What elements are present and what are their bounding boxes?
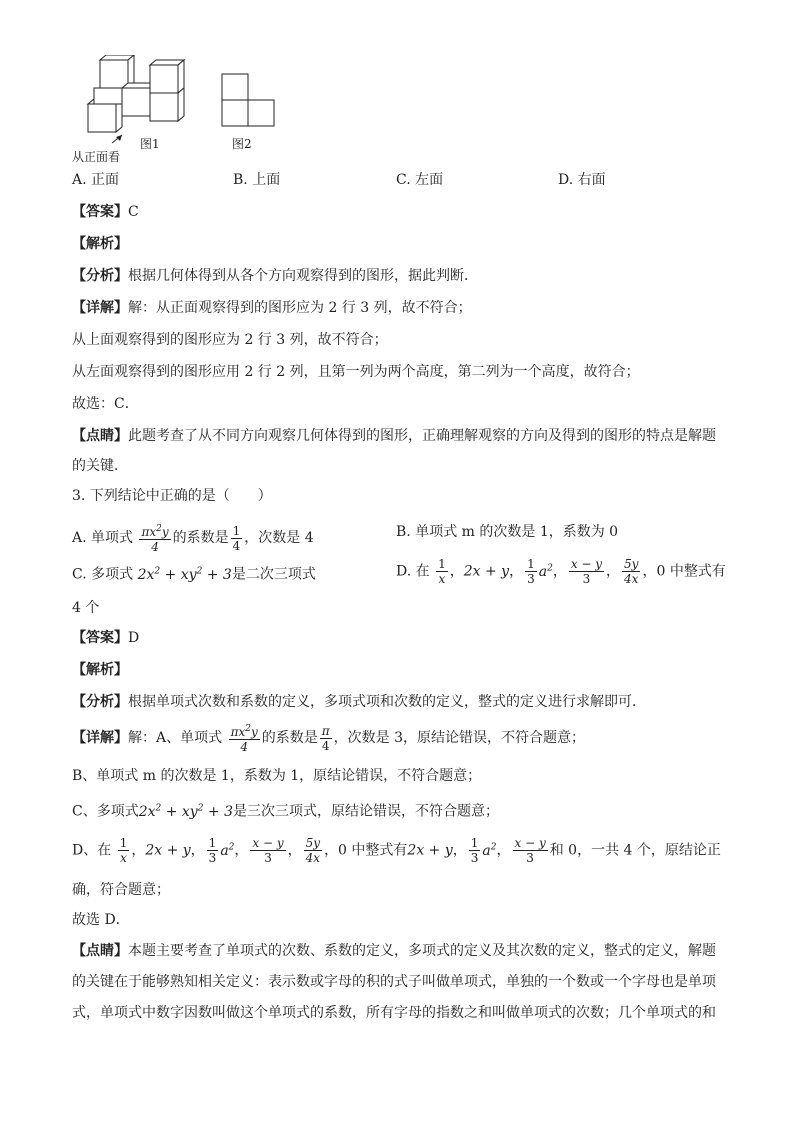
q2-detail-2: 从上面观察得到的图形应为 2 行 3 列，故不符合；	[72, 332, 388, 348]
q2-detail-1: 【详解】解：从正面观察得到的图形应为 2 行 3 列，故不符合；	[72, 300, 472, 316]
q3-stem: 3. 下列结论中正确的是（ ）	[72, 488, 272, 504]
q3-detail-a: 【详解】解：A、单项式 $\frac{\pi x^2y}{4}$ 的系数是 $\frac{\pi}{4}$ ，次数是 3，原结论错误，不符合题意；	[72, 723, 585, 754]
q2-option-b: B. 上面	[233, 172, 281, 188]
q2-answer: 【答案】C	[72, 204, 139, 220]
q3-detail-b: B、单项式 m 的次数是 1，系数为 1，原结论错误，不符合题意；	[72, 768, 482, 784]
q2-analysis-heading: 【解析】	[72, 236, 128, 252]
cube-figure-2	[220, 72, 276, 128]
q2-comment-2: 的关键．	[72, 458, 128, 474]
q2-detail-3: 从左面观察得到的图形应用 2 行 2 列，且第一列为两个高度，第二列为一个高度，故符合；	[72, 364, 640, 380]
q2-option-c: C. 左面	[396, 172, 444, 188]
q3-detail-d-wrap: 确，符合题意；	[72, 882, 170, 898]
q3-analysis: 【分析】根据单项式次数和系数的定义，多项式项和次数的定义，整式的定义进行求解即可．	[72, 694, 646, 710]
view-caption: 从正面看	[72, 150, 121, 164]
q3-comment-2: 的关键在于能够熟知相关定义：表示数或字母的积的式子叫做单项式，单独的一个数或一个字母也是单项	[72, 974, 716, 990]
q3-option-d-wrap: 4 个	[72, 600, 100, 616]
q3-option-c: C. 多项式 $2x^2 + xy^2 + 3$是二次三项式	[72, 566, 316, 583]
q3-comment-1: 【点睛】本题主要考查了单项式的次数、系数的定义，多项式的定义及其次数的定义，整式的定义，解题	[72, 943, 716, 959]
cube-figure-1	[80, 55, 200, 145]
q2-choose: 故选：C．	[72, 396, 139, 412]
q2-analysis: 【分析】根据几何体得到从各个方向观察得到的图形，据此判断．	[72, 268, 478, 284]
q3-answer: 【答案】D	[72, 630, 140, 646]
q2-option-d: D. 右面	[558, 172, 606, 188]
figure-2-caption: 图2	[232, 137, 252, 151]
q3-option-a: A. 单项式 $\frac{\pi x^2y}{4}$ 的系数是 $\frac{1}{4}$ ，次数是 4	[72, 523, 314, 554]
q3-choose: 故选 D．	[72, 912, 130, 928]
q2-option-a: A. 正面	[72, 172, 120, 188]
q3-detail-d: D、在 $\frac{1}{x}$ ，2x + y， $\frac{1}{3}$ $a^2$， $\frac{x - y}{3}$ ， $\frac{5y}{4x}$ ，0 中整式有2x + y， $\frac{1}{3}$ $a^2$， $\frac{x - y}{3}$ 和 0，一共 4 个，原结论正	[72, 836, 721, 866]
q3-analysis-heading: 【解析】	[72, 662, 128, 678]
q3-detail-c: C、多项式$2x^2 + xy^2 + 3$是三次三项式，原结论错误，不符合题意；	[72, 803, 499, 820]
q3-comment-3: 式，单项式中数字因数叫做这个单项式的系数，所有字母的指数之和叫做单项式的次数；几个单项式的和	[72, 1005, 716, 1021]
q3-option-b: B. 单项式 m 的次数是 1，系数为 0	[396, 524, 619, 540]
q3-option-d: D. 在 $\frac{1}{x}$ ，2x + y， $\frac{1}{3}$ $a^2$， $\frac{x - y}{3}$ ， $\frac{5y}{4x}$ ，0 中整式有	[396, 557, 726, 586]
figure-1-caption: 图1	[140, 137, 160, 151]
q2-comment-1: 【点睛】此题考查了从不同方向观察几何体得到的图形，正确理解观察的方向及得到的图形的特点是解题	[72, 428, 716, 444]
